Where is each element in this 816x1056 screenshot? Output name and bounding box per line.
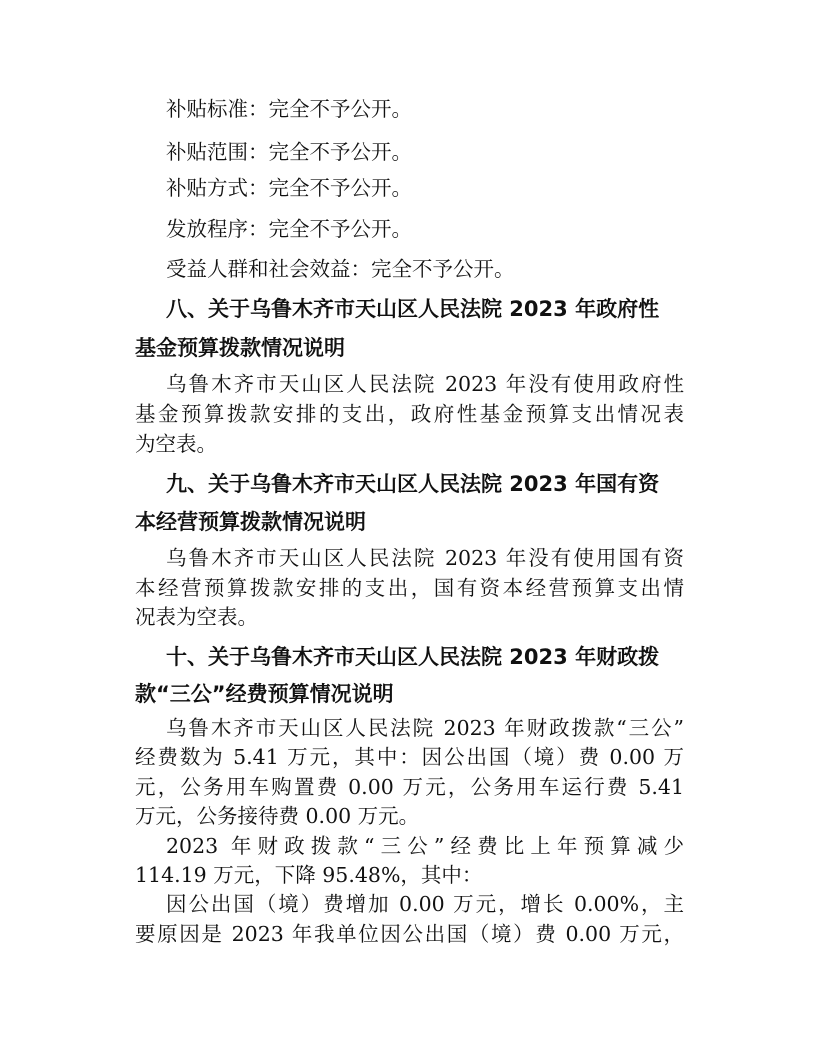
- subsidy-scope-line: 补贴范围：完全不予公开。: [166, 140, 412, 164]
- section-10-paragraph-line2: 经费数为 5.41 万元，其中：因公出国（境）费 0.00 万: [135, 745, 684, 769]
- section-10-paragraph-line8: 要原因是 2023 年我单位因公出国（境）费 0.00 万元，: [135, 922, 684, 946]
- subsidy-standard-line: 补贴标准：完全不予公开。: [166, 97, 412, 121]
- section-10-paragraph-line5: 2023 年财政拨款“三公”经费比上年预算减少: [166, 834, 684, 858]
- section-9-paragraph-line3: 况表为空表。: [135, 605, 258, 629]
- section-10-paragraph-line4: 万元，公务接待费 0.00 万元。: [135, 804, 420, 828]
- section-9-heading-line2: 本经营预算拨款情况说明: [135, 510, 366, 534]
- section-10-paragraph-line3: 元，公务用车购置费 0.00 万元，公务用车运行费 5.41: [135, 775, 684, 799]
- section-8-paragraph-line1: 乌鲁木齐市天山区人民法院 2023 年没有使用政府性: [166, 372, 684, 396]
- section-8-paragraph-line3: 为空表。: [135, 432, 217, 456]
- section-8-paragraph-line2: 基金预算拨款安排的支出，政府性基金预算支出情况表: [135, 402, 684, 426]
- subsidy-method-line: 补贴方式：完全不予公开。: [166, 176, 412, 200]
- section-9-paragraph-line2: 本经营预算拨款安排的支出，国有资本经营预算支出情: [135, 576, 684, 600]
- beneficiary-line: 受益人群和社会效益：完全不予公开。: [166, 257, 515, 281]
- section-10-paragraph-line6: 114.19 万元，下降 95.48%，其中：: [135, 863, 483, 887]
- section-8-heading-line1: 八、关于乌鲁木齐市天山区人民法院 2023 年政府性: [166, 297, 660, 321]
- section-8-heading-line2: 基金预算拨款情况说明: [135, 336, 345, 360]
- section-10-heading-line2: 款“三公”经费预算情况说明: [135, 682, 394, 706]
- distribution-procedure-line: 发放程序：完全不予公开。: [166, 217, 412, 241]
- section-10-paragraph-line1: 乌鲁木齐市天山区人民法院 2023 年财政拨款“三公”: [166, 716, 684, 740]
- section-9-heading-line1: 九、关于乌鲁木齐市天山区人民法院 2023 年国有资: [166, 472, 660, 496]
- section-10-heading-line1: 十、关于乌鲁木齐市天山区人民法院 2023 年财政拨: [166, 645, 660, 669]
- section-9-paragraph-line1: 乌鲁木齐市天山区人民法院 2023 年没有使用国有资: [166, 546, 684, 570]
- section-10-paragraph-line7: 因公出国（境）费增加 0.00 万元，增长 0.00%，主: [166, 892, 684, 916]
